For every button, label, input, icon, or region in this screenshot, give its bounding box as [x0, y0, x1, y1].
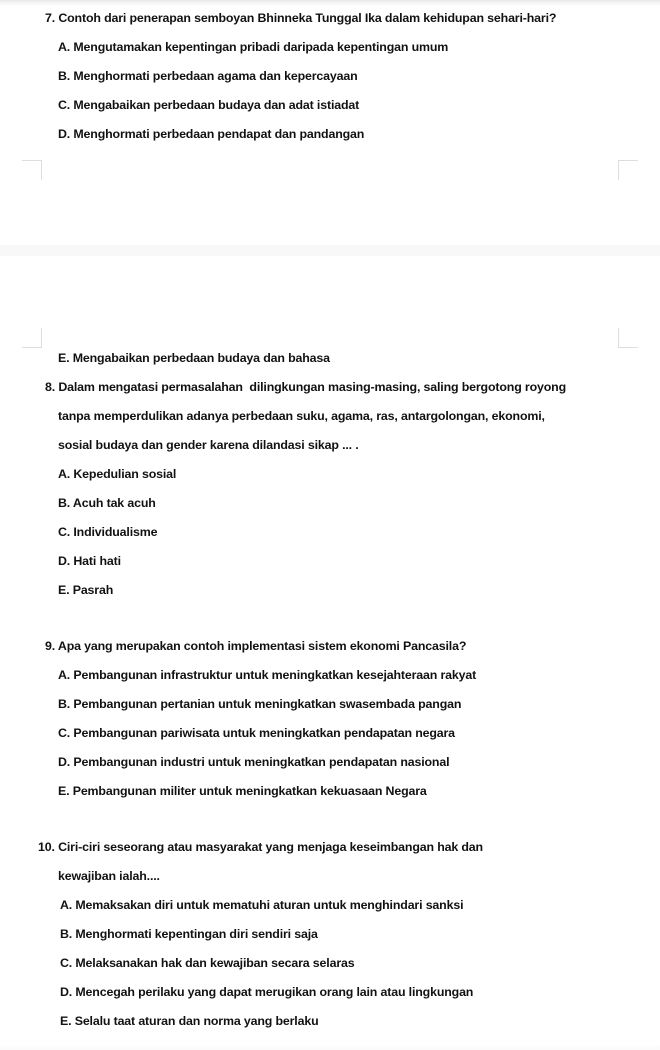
option-8-c[interactable]: C. Individualisme — [58, 525, 158, 539]
question-block-9 — [0, 632, 660, 806]
question-text-7: Contoh dari penerapan semboyan Bhinneka Tunggal Ika dalam kehidupan sehari-hari? — [58, 11, 557, 25]
margin-guide-mark-bottom-right — [618, 160, 638, 180]
margin-guide-mark-bottom-left — [22, 160, 42, 180]
question-number-8: 8. — [45, 380, 56, 394]
option-10-c[interactable]: C. Melaksanakan hak dan kewajiban secara selaras — [60, 956, 355, 970]
question-stem-10 — [0, 833, 660, 862]
question-number-10: 10. — [38, 840, 55, 854]
question-stem-8 — [0, 373, 660, 402]
option-9-d[interactable]: D. Pembangunan industri untuk meningkatkan pendapatan nasional — [58, 755, 450, 769]
page-separator-band — [0, 245, 660, 256]
question-text-8-line-1: Dalam mengatasi permasalahan dilingkungan masing-masing, saling bergotong royong — [58, 380, 567, 394]
option-9-b[interactable]: B. Pembangunan pertanian untuk meningkatkan swasembada pangan — [58, 697, 462, 711]
question-stem-9 — [0, 632, 660, 661]
question-text-9: Apa yang merupakan contoh implementasi sistem ekonomi Pancasila? — [57, 639, 467, 653]
question-block-10 — [0, 833, 660, 1036]
question-stem-7 — [0, 4, 660, 33]
option-8-a[interactable]: A. Kepedulian sosial — [58, 467, 177, 481]
option-9-e[interactable]: E. Pembangunan militer untuk meningkatkan kekuasaan Negara — [58, 784, 427, 798]
option-7-b[interactable]: B. Menghormati perbedaan agama dan kepercayaan — [58, 69, 358, 83]
question-block-8 — [0, 373, 660, 605]
question-text-10-line-1: Ciri-ciri seseorang atau masyarakat yang menjaga keseimbangan hak dan — [58, 840, 483, 854]
option-7-c[interactable]: C. Mengabaikan perbedaan budaya dan adat istiadat — [58, 98, 360, 112]
option-10-b[interactable]: B. Menghormati kepentingan diri sendiri saja — [60, 927, 318, 941]
question-text-8-line-3: sosial budaya dan gender karena dilandasi sikap ... . — [58, 438, 359, 452]
option-7-e[interactable]: E. Mengabaikan perbedaan budaya dan bahasa — [58, 351, 330, 365]
option-10-d[interactable]: D. Mencegah perilaku yang dapat merugikan orang lain atau lingkungan — [60, 985, 474, 999]
question-number-9: 9. — [45, 639, 56, 653]
option-8-d[interactable]: D. Hati hati — [58, 554, 121, 568]
option-10-a[interactable]: A. Memaksakan diri untuk mematuhi aturan untuk menghindari sanksi — [60, 898, 464, 912]
option-8-b[interactable]: B. Acuh tak acuh — [58, 496, 156, 510]
question-block-7-continued — [0, 344, 660, 373]
option-7-d[interactable]: D. Menghormati perbedaan pendapat dan pandangan — [58, 127, 365, 141]
question-text-8-line-2: tanpa memperdulikan adanya perbedaan suku, agama, ras, antargolongan, ekonomi, — [58, 409, 545, 423]
option-9-a[interactable]: A. Pembangunan infrastruktur untuk meningkatkan kesejahteraan rakyat — [58, 668, 477, 682]
option-9-c[interactable]: C. Pembangunan pariwisata untuk meningkatkan pendapatan negara — [58, 726, 455, 740]
question-block-7 — [0, 4, 660, 149]
page-bottom-edge — [0, 1044, 660, 1050]
option-8-e[interactable]: E. Pasrah — [58, 583, 114, 597]
question-text-10-line-2: kewajiban ialah.... — [58, 869, 160, 883]
option-10-e[interactable]: E. Selalu taat aturan dan norma yang berlaku — [60, 1014, 319, 1028]
option-7-a[interactable]: A. Mengutamakan kepentingan pribadi daripada kepentingan umum — [58, 40, 449, 54]
question-number-7: 7. — [45, 11, 56, 25]
